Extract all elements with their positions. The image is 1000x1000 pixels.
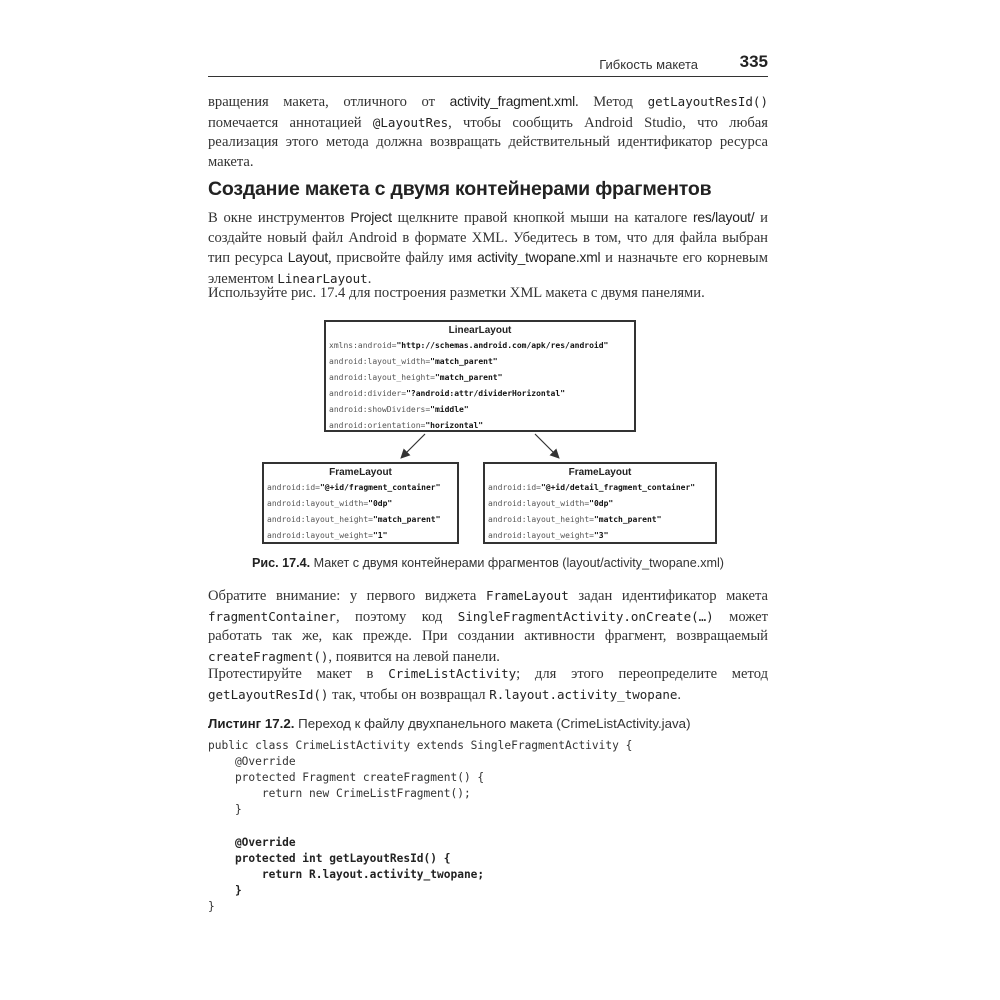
attribute: android:layout_width="match_parent" [329, 357, 498, 366]
text: щелкните правой кнопкой мыши на каталоге [391, 210, 693, 226]
code-line: protected Fragment createFragment() { [208, 771, 485, 785]
code-line: @Override [208, 835, 296, 849]
code-inline: getLayoutResId() [647, 94, 768, 109]
text: Обратите внимание: у первого виджета [208, 588, 486, 604]
attribute: android:layout_width="0dp" [267, 499, 393, 508]
attribute: android:layout_weight="3" [488, 531, 609, 540]
frame-layout-right-box [483, 462, 717, 544]
attribute: android:layout_height="match_parent" [488, 515, 662, 524]
linear-layout-box [324, 320, 636, 432]
box-title: FrameLayout [568, 467, 632, 478]
text: , поэтому код [335, 608, 458, 625]
code-line: return R.layout.activity_twopane; [208, 867, 485, 881]
ui-term: Layout [287, 250, 328, 266]
attribute: android:showDividers="middle" [329, 405, 469, 414]
text: вращения макета, отличного от [208, 94, 450, 110]
intro-paragraph [208, 92, 768, 172]
arrow-to-right-frame [535, 434, 558, 457]
text: . [677, 686, 682, 703]
box-title: LinearLayout [448, 325, 512, 336]
attribute: android:id="@+id/fragment_container" [267, 483, 441, 492]
code-line: protected int getLayoutResId() { [208, 851, 451, 865]
code-inline: fragmentContainer [208, 608, 336, 624]
paragraph-test [208, 664, 768, 705]
filename: activity_fragment.xml [449, 94, 575, 109]
code-inline: @LayoutRes [372, 114, 449, 130]
code-inline: createFragment() [208, 648, 329, 664]
code-inline: getLayoutResId() [208, 686, 329, 702]
code-inline: SingleFragmentActivity.onCreate(…) [457, 608, 714, 624]
arrow-to-left-frame [402, 434, 425, 457]
attribute: android:orientation="horizontal" [329, 421, 484, 430]
attribute: xmlns:android="http://schemas.android.com/apk/res/android" [329, 341, 609, 350]
code-line: return new CrimeListFragment(); [208, 787, 471, 801]
code-inline: FrameLayout [485, 588, 569, 603]
text: и создайте новый файл Android в формате XML. Убедитесь в том, что для файла выбран тип ресурса [208, 210, 768, 267]
text: так, чтобы он возвращал [328, 686, 490, 703]
box-title: FrameLayout [329, 467, 392, 478]
code-line: @Override [208, 755, 296, 769]
figure-label: Рис. 17.4. [251, 556, 311, 570]
text: Протестируйте макет в [208, 666, 389, 682]
code-line: } [208, 899, 215, 913]
attribute: android:id="@+id/detail_fragment_container" [488, 483, 696, 492]
code-line: } [208, 883, 242, 897]
code-line: } [208, 803, 242, 817]
filename: activity_twopane.xml [477, 250, 601, 266]
listing-label: Листинг 17.2. [208, 716, 295, 731]
figure-caption [208, 556, 768, 570]
page-number: 335 [739, 52, 768, 71]
text: и назначьте его корневым элементом [208, 250, 768, 287]
code-inline: LinearLayout [277, 270, 368, 286]
text: , чтобы сообщить Android Studio, что любая реализация этого метода должна возвращать действительный идентификатор ресурса макета. [208, 114, 768, 170]
code-listing [208, 738, 632, 915]
attribute: android:layout_weight="1" [267, 531, 388, 540]
code-line: public class CrimeListActivity extends SingleFragmentActivity { [208, 739, 633, 752]
running-title: Гибкость макета [599, 57, 698, 72]
text: помечается аннотацией [208, 114, 373, 131]
figure-caption-text: Макет с двумя контейнерами фрагментов (layout/activity_twopane.xml) [310, 556, 724, 570]
text: задан идентификатор макета [568, 588, 768, 604]
paragraph-note [208, 586, 768, 667]
path: res/layout/ [692, 210, 755, 225]
ui-term: Project [350, 210, 392, 225]
text: В окне инструментов [208, 210, 351, 226]
text: ; для этого переопределите метод [516, 666, 768, 682]
listing-caption: Переход к файлу двухпанельного макета (CrimeListActivity.java) [294, 716, 691, 731]
paragraph-create-file [208, 208, 768, 289]
frame-layout-left-box [262, 462, 459, 544]
text: , появится на левой панели. [328, 648, 500, 665]
code-inline: R.layout.activity_twopane [489, 686, 678, 702]
text: , присвойте файлу имя [327, 250, 478, 267]
section-heading: Создание макета с двумя контейнерами фрагментов [208, 178, 712, 200]
running-head [208, 52, 768, 77]
text: . [367, 270, 372, 287]
text: может работать так же, как прежде. При создании активности фрагмент, возвращаемый [208, 608, 769, 645]
attribute: android:layout_height="match_parent" [267, 515, 441, 524]
text: . Метод [575, 94, 648, 110]
attribute: android:layout_width="0dp" [488, 499, 614, 508]
paragraph-use-figure: Используйте рис. 17.4 для построения разметки XML макета с двумя панелями. [208, 285, 705, 301]
attribute: android:layout_height="match_parent" [329, 373, 503, 382]
listing-title [208, 716, 691, 731]
code-inline: CrimeListActivity [388, 666, 517, 681]
attribute: android:divider="?android:attr/dividerHorizontal" [329, 389, 566, 398]
